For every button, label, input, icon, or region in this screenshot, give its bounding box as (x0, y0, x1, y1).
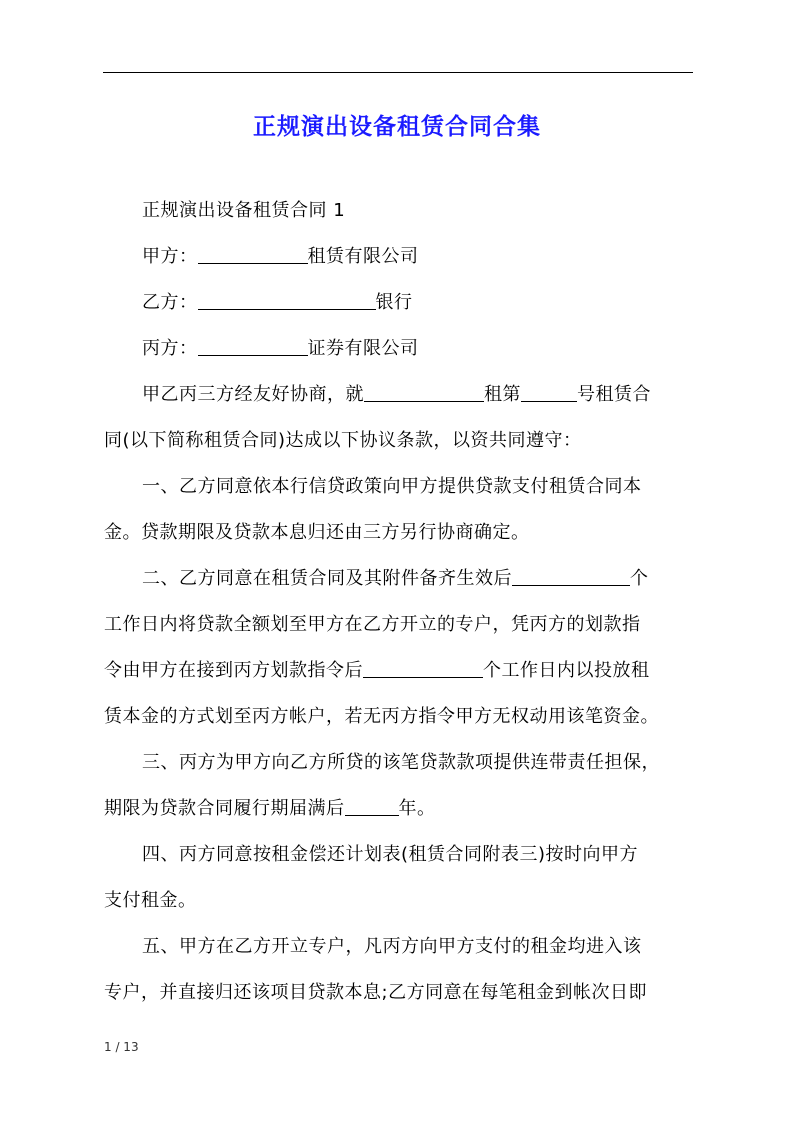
clause-2-text-b: 个 (630, 568, 649, 589)
party-c-line (104, 326, 687, 372)
party-b-label: 乙方： (142, 292, 198, 313)
clause-3-line-1: 三、丙方为甲方向乙方所贷的该笔贷款款项提供连带责任担保， (142, 752, 660, 773)
clause-2-line-1 (104, 556, 687, 602)
clause-4-line-2: 支付租金。 (104, 890, 197, 911)
party-c-label: 丙方： (142, 338, 198, 359)
clause-2-line-4: 赁本金的方式划至丙方帐户，若无丙方指令甲方无权动用该笔资金。 (104, 706, 659, 727)
document-title: 正规演出设备租赁合同合集 (253, 114, 541, 140)
clause-2-blank-1 (512, 567, 630, 586)
clause-2-text-a: 二、乙方同意在租赁合同及其附件备齐生效后 (142, 568, 512, 589)
clause-4-line-1: 四、丙方同意按租金偿还计划表(租赁合同附表三)按时向甲方 (142, 844, 639, 865)
clause-3-blank (345, 797, 399, 816)
intro-text-c: 号租赁合 (577, 384, 651, 405)
clause-2-blank-2 (363, 659, 483, 678)
clause-1-line-1: 一、乙方同意依本行信贷政策向甲方提供贷款支付租赁合同本 (142, 476, 642, 497)
clause-5-line-1: 五、甲方在乙方开立专户，凡丙方向甲方支付的租金均进入该 (142, 936, 642, 957)
party-c-blank (198, 337, 308, 356)
clause-2-text-c: 令由甲方在接到丙方划款指令后 (104, 660, 363, 681)
clause-3-text-a: 期限为贷款合同履行期届满后 (104, 798, 345, 819)
contract-subtitle (104, 188, 687, 234)
clause-5-line-2: 专户，并直接归还该项目贷款本息;乙方同意在每笔租金到帐次日即 (104, 982, 648, 1003)
clause-3-line-2 (104, 786, 687, 832)
clause-2-line-3 (104, 648, 687, 694)
subtitle-text: 正规演出设备租赁合同 1 (142, 200, 346, 221)
party-c-suffix: 证券有限公司 (307, 338, 419, 359)
party-b-line (104, 280, 687, 326)
intro-blank-1 (364, 383, 484, 402)
clause-2-text-d: 个工作日内以投放租 (483, 660, 650, 681)
intro-line-1 (104, 372, 687, 418)
clause-3-text-b: 年。 (398, 798, 436, 819)
clause-1-line-2: 金。贷款期限及贷款本息归还由三方另行协商确定。 (104, 522, 530, 543)
intro-text-b: 租第 (484, 384, 521, 405)
page-number: 1 / 13 (104, 1040, 139, 1054)
intro-line-2: 同(以下简称租赁合同)达成以下协议条款，以资共同遵守： (104, 430, 582, 451)
intro-text-a: 甲乙丙三方经友好协商，就 (142, 384, 364, 405)
party-a-blank (198, 245, 308, 264)
document-body (104, 188, 687, 1016)
party-a-line (104, 234, 687, 280)
intro-blank-2 (521, 383, 577, 402)
header-rule (103, 72, 693, 73)
party-b-blank (198, 291, 376, 310)
clause-2-line-2: 工作日内将贷款全额划至甲方在乙方开立的专户，凭丙方的划款指 (104, 614, 641, 635)
party-a-label: 甲方： (142, 246, 198, 267)
party-b-suffix: 银行 (375, 292, 413, 313)
party-a-suffix: 租赁有限公司 (307, 246, 419, 267)
